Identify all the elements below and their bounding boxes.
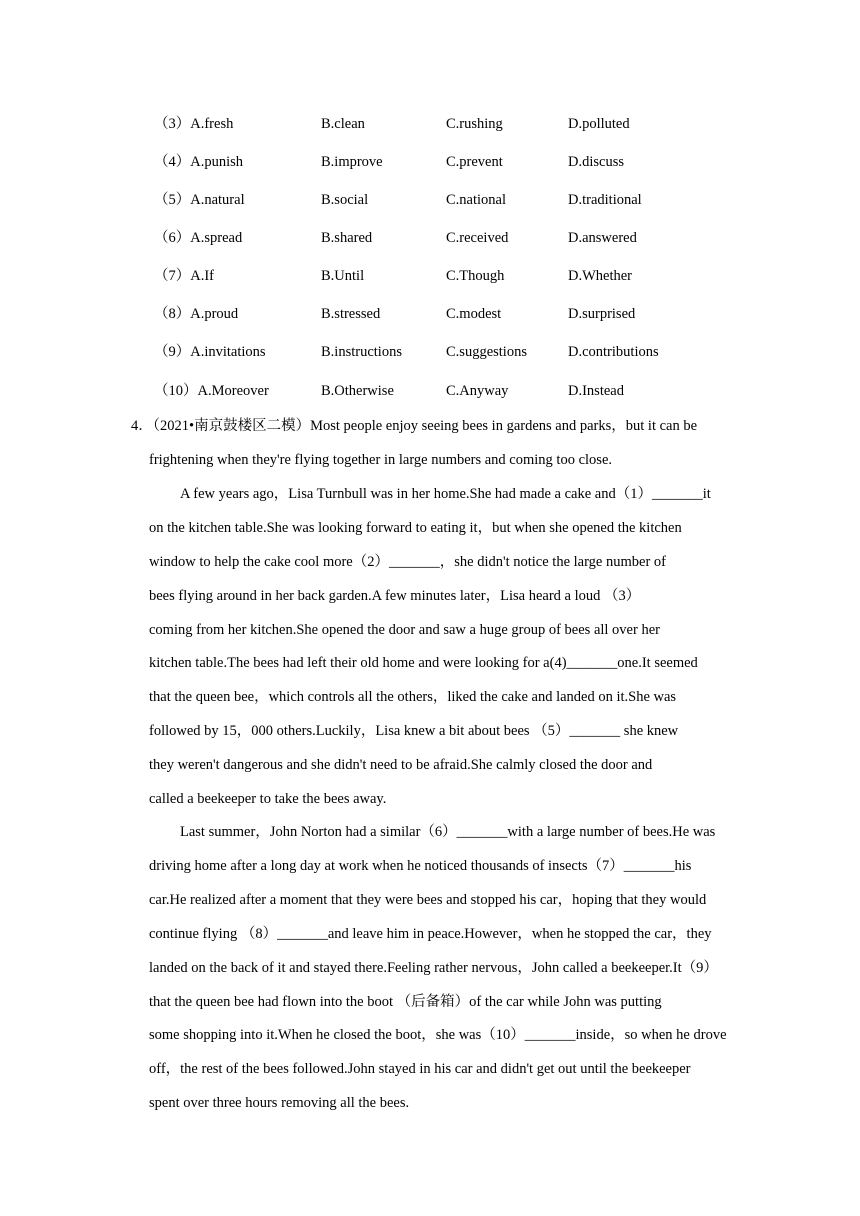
line-4: window to help the cake cool more（2）_______，she didn't notice the large number of xyxy=(149,554,666,570)
option-b: B.clean xyxy=(321,116,365,132)
option-c: C.modest xyxy=(446,306,502,322)
line-8: that the queen bee，which controls all the others，liked the cake and landed on it.She was xyxy=(149,689,677,705)
option-c: C.rushing xyxy=(446,116,503,132)
line-2: A few years ago，Lisa Turnbull was in her home.She had made a cake and（1）_______it xyxy=(180,486,711,502)
option-c: C.Though xyxy=(446,268,505,284)
option-d: D.surprised xyxy=(568,306,636,322)
line-18: some shopping into it.When he closed the boot，she was（10）_______inside，so when he drove xyxy=(149,1027,727,1043)
option-b: B.stressed xyxy=(321,306,381,322)
line-19: off，the rest of the bees followed.John stayed in his car and didn't get out until the beekeeper xyxy=(149,1061,691,1077)
option-b: B.instructions xyxy=(321,344,402,360)
line-5: bees flying around in her back garden.A few minutes later，Lisa heard a loud （3） xyxy=(149,588,641,604)
line-10: they weren't dangerous and she didn't need to be afraid.She calmly closed the door and xyxy=(149,757,653,773)
option-a: （7）A.If xyxy=(154,268,215,284)
option-c: C.Anyway xyxy=(446,383,509,399)
line-0: 4．（2021•南京鼓楼区二模）Most people enjoy seeing bees in gardens and parks，but it can be xyxy=(131,418,698,434)
line-7: kitchen table.The bees had left their old home and were looking for a(4)_______one.It seemed xyxy=(149,655,698,671)
option-a: （10）A.Moreover xyxy=(154,383,269,399)
option-b: B.Until xyxy=(321,268,365,284)
option-a: （4）A.punish xyxy=(154,154,244,170)
line-17: that the queen bee had flown into the boot （后备箱）of the car while John was putting xyxy=(149,994,662,1010)
option-a: （6）A.spread xyxy=(154,230,243,246)
option-d: D.answered xyxy=(568,230,637,246)
option-b: B.social xyxy=(321,192,369,208)
option-d: D.Instead xyxy=(568,383,624,399)
line-15: continue flying （8）_______and leave him in peace.However，when he stopped the car，they xyxy=(149,926,712,942)
option-b: B.Otherwise xyxy=(321,383,394,399)
option-d: D.traditional xyxy=(568,192,642,208)
line-3: on the kitchen table.She was looking forward to eating it，but when she opened the kitchen xyxy=(149,520,682,536)
option-d: D.polluted xyxy=(568,116,630,132)
option-a: （5）A.natural xyxy=(154,192,245,208)
option-c: C.prevent xyxy=(446,154,503,170)
option-b: B.shared xyxy=(321,230,373,246)
line-20: spent over three hours removing all the bees. xyxy=(149,1095,410,1111)
option-d: D.contributions xyxy=(568,344,659,360)
option-d: D.discuss xyxy=(568,154,624,170)
line-9: followed by 15，000 others.Luckily，Lisa knew a bit about bees （5）_______ she knew xyxy=(149,723,679,739)
option-a: （3）A.fresh xyxy=(154,116,234,132)
option-a: （9）A.invitations xyxy=(154,344,266,360)
line-12: Last summer，John Norton had a similar（6）_______with a large number of bees.He was xyxy=(180,824,716,840)
option-d: D.Whether xyxy=(568,268,633,284)
line-1: frightening when they're flying together in large numbers and coming too close. xyxy=(149,452,613,468)
option-b: B.improve xyxy=(321,154,383,170)
option-c: C.suggestions xyxy=(446,344,527,360)
line-16: landed on the back of it and stayed there.Feeling rather nervous，John called a beekeeper.It（9） xyxy=(149,960,718,976)
option-c: C.national xyxy=(446,192,507,208)
option-c: C.received xyxy=(446,230,509,246)
line-13: driving home after a long day at work when he noticed thousands of insects（7）_______his xyxy=(149,858,692,874)
line-11: called a beekeeper to take the bees away. xyxy=(149,791,387,807)
line-6: coming from her kitchen.She opened the door and saw a huge group of bees all over her xyxy=(149,622,660,638)
line-14: car.He realized after a moment that they were bees and stopped his car，hoping that they would xyxy=(149,892,707,908)
option-a: （8）A.proud xyxy=(154,306,239,322)
